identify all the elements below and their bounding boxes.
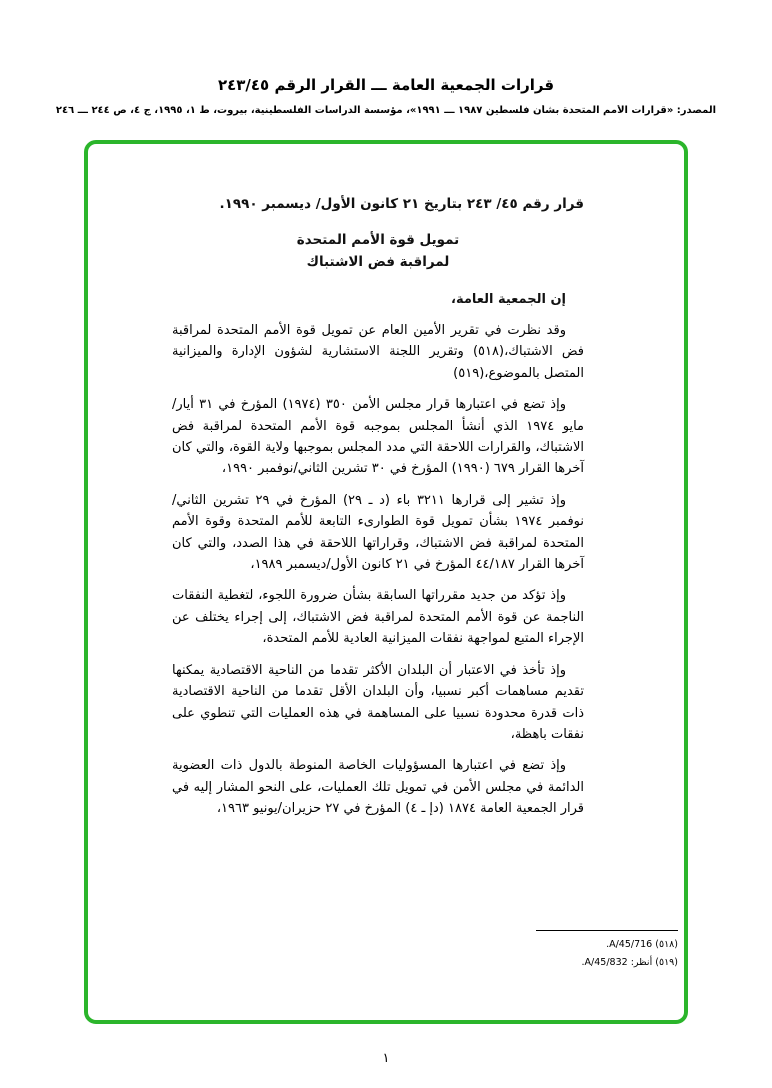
document-paragraph: وإذ تضع في اعتبارها المسؤوليات الخاصة المنوطة بالدول ذات العضوية الدائمة في مجلس الأمن في تمويل تلك العمليات، على النحو المشار إليه في قرار الجمعية العامة ١٨٧٤ (دإ ـ ٤) المؤرخ في ٢٧ حزيران/يونيو ١٩٦٣، — [172, 758, 584, 817]
footnote-section — [536, 930, 678, 972]
footnote-label: (٥١٩) — [655, 957, 678, 968]
page-header-title: قرارات الجمعية العامة ـــ القرار الرقم ٢٤٣/٤٥ — [217, 76, 555, 94]
document-paragraph: وقد نظرت في تقرير الأمين العام عن تمويل قوة الأمم المتحدة لمراقبة فض الاشتباك،(٥١٨) وتقرير اللجنة الاستشارية لشؤون الإدارة والميزانية المتصل بالموضوع،(٥١٩) — [172, 323, 584, 381]
document-paragraph: وإذ تؤكد من جديد مقرراتها السابقة بشأن ضرورة اللجوء، لتغطية النفقات الناجمة عن قوة الأمم المتحدة لمراقبة فض الاشتباك، إلى إجراء يختلف عن الإجراء المتبع لمواجهة نفقات الميزانية العادية للأمم المتحدة، — [172, 588, 584, 647]
opening-phrase: إن الجمعية العامة، — [451, 292, 566, 307]
document-paragraph: وإذ تشير إلى قرارها ٣٢١١ باء (د ـ ٢٩) المؤرخ في ٢٩ تشرين الثاني/نوفمبر ١٩٧٤ بشأن تمويل قوة الطوارىء التابعة للأمم المتحدة وقوة الأمم المتحدة لمراقبة فض الاشتباك، وقراراتها اللاحقة في هذا الصدد، والتي كان آخرها القرار ٤٤/١٨٧ المؤرخ في ٢١ كانون الأول/ديسمبر ١٩٨٩، — [172, 492, 584, 573]
resolution-title: قرار رقم ٤٥/ ٢٤٣ بتاريخ ٢١ كانون الأول/ ديسمبر ١٩٩٠. — [219, 196, 584, 212]
source-citation-line: المصدر: «قرارات الأمم المتحدة بشأن فلسطين ١٩٨٧ ـــ ١٩٩١»، مؤسسة الدراسات الفلسطينية، بيروت، ط ١، ١٩٩٥، ج ٤، ص ٢٤٤ ـــ ٢٤٦ — [55, 105, 717, 116]
green-highlight-frame — [84, 140, 688, 1024]
resolution-body — [88, 144, 684, 1020]
page-number: ١ — [382, 1051, 390, 1066]
document-paragraph: وإذ تأخذ في الاعتبار أن البلدان الأكثر تقدما من الناحية الاقتصادية يمكنها تقديم مساهمات أكبر نسبيا، وأن البلدان الأقل تقدما من الناحية الاقتصادية ذات قدرة محدودة نسبيا على المساهمة في هذه العمليات التي تنطوي على نفقات باهظة، — [172, 662, 584, 742]
footnote-label: (٥١٨) — [655, 939, 678, 950]
footnote-item — [536, 954, 678, 972]
footnote-item — [536, 936, 678, 954]
document-paragraph: وإذ تضع في اعتبارها قرار مجلس الأمن ٣٥٠ (١٩٧٤) المؤرخ في ٣١ أيار/مايو ١٩٧٤ الذي أنشأ المجلس بموجبه قوة الأمم المتحدة لمراقبة فض الاشتباك، والقرارات اللاحقة التي مدد المجلس بموجبها ولاية القوة، والتي كان آخرها القرار ٦٧٩ (١٩٩٠) المؤرخ في ٣٠ تشرين الثاني/نوفمبر ١٩٩٠، — [172, 397, 584, 477]
footnote-text: A/45/716. — [606, 939, 653, 950]
resolution-subtitle-line1: تمويل قوة الأمم المتحدة — [296, 232, 460, 248]
footnote-text: أنظر: A/45/832. — [581, 957, 653, 968]
resolution-subtitle-line2: لمراقبة فض الاشتباك — [306, 254, 450, 270]
